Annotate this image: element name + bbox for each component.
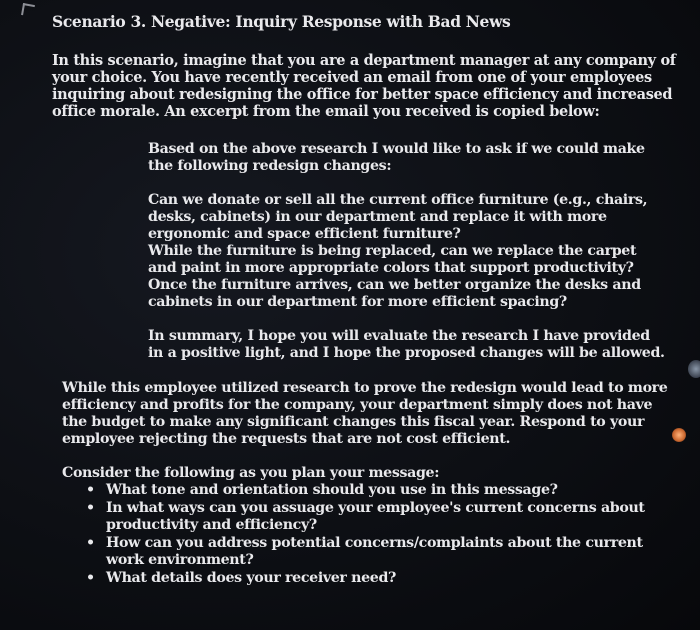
email-excerpt (148, 141, 668, 362)
consider-list (62, 482, 677, 587)
consider-section (62, 465, 677, 587)
list-item (86, 570, 677, 587)
list-item-text: What tone and orientation should you use in this message? (106, 482, 558, 498)
document-body (52, 12, 677, 588)
list-item-text: In what ways can you assuage your employee's current concerns about productivity and efficiency? (106, 500, 645, 533)
consider-heading: Consider the following as you plan your message: (62, 465, 440, 481)
excerpt-organize-request: Once the furniture arrives, can we better organize the desks and cabinets in our department for more efficient spacing? (148, 277, 641, 310)
excerpt-summary: In summary, I hope you will evaluate the research I have provided in a positive light, and I hope the proposed changes will be allowed. (148, 328, 665, 361)
light-reflection (688, 360, 700, 378)
excerpt-furniture-request: Can we donate or sell all the current office furniture (e.g., chairs, desks, cabinets) in our department and replace it with more ergonomic and space efficient furniture? (148, 192, 648, 242)
task-paragraph: While this employee utilized research to prove the redesign would lead to more efficiency and profits for the company, your department simply does not have the budget to make any significant changes this fiscal year. Respond to your employee rejecting the requests that are not cost efficient. (62, 380, 668, 447)
list-item (86, 535, 677, 569)
bullet-icon: • (86, 482, 95, 498)
list-item (86, 500, 677, 534)
list-item-text: How can you address potential concerns/complaints about the current work environment? (106, 535, 643, 568)
cursor-arrow-icon (21, 3, 35, 17)
excerpt-carpet-request: While the furniture is being replaced, can we replace the carpet and paint in more appropriate colors that support productivity? (148, 243, 637, 276)
bullet-icon: • (86, 535, 95, 551)
list-item-text: What details does your receiver need? (106, 570, 396, 586)
scenario-title: Scenario 3. Negative: Inquiry Response with Bad News (52, 12, 511, 31)
bullet-icon: • (86, 570, 95, 586)
list-item (86, 482, 677, 499)
bullet-icon: • (86, 500, 95, 516)
intro-paragraph: In this scenario, imagine that you are a department manager at any company of your choice. You have recently received an email from one of your employees inquiring about redesigning the office for better space efficiency and increased office morale. An excerpt from the email you received is copied below: (52, 52, 676, 120)
excerpt-opening: Based on the above research I would like to ask if we could make the following redesign changes: (148, 141, 645, 174)
